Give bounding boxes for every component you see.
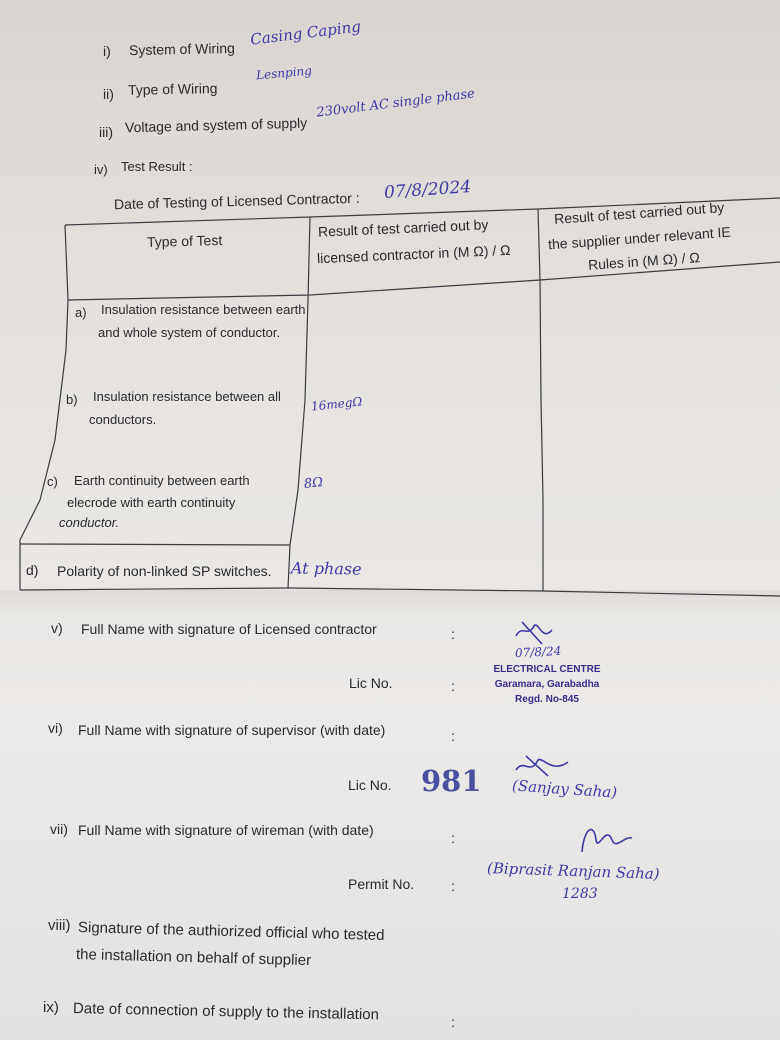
- item-ix-number: ix): [43, 999, 59, 1016]
- supervisor-lic-number: 981: [421, 764, 482, 798]
- test-date-label: Date of Testing of Licensed Contractor :: [113, 189, 360, 213]
- row-d-letter: d): [26, 562, 39, 578]
- wiring-type-value: Lesnping: [255, 63, 313, 83]
- row-a-line2: and whole system of conductor.: [98, 325, 281, 340]
- contractor-stamp: [486, 662, 608, 707]
- table-header-contractor-line2: licensed contractor in (M Ω) / Ω: [316, 241, 511, 267]
- item-v-colon: :: [451, 626, 455, 642]
- item-ii-number: ii): [103, 86, 114, 102]
- row-c-letter: c): [47, 474, 58, 489]
- licensed-contractor-signature-label: Full Name with signature of Licensed contractor: [81, 621, 377, 637]
- stamp-line-3: Regd. No-845: [515, 694, 579, 705]
- row-c-line3: conductor.: [59, 515, 120, 530]
- permit-no-colon: :: [451, 878, 455, 894]
- test-result-heading: Test Result :: [121, 159, 193, 174]
- row-c-line2: elecrode with earth continuity: [67, 495, 236, 510]
- row-d-label: Polarity of non-linked SP switches.: [57, 563, 272, 579]
- supervisor-signature-label: Full Name with signature of supervisor (with date): [78, 722, 386, 738]
- table-header-supplier-line1: Result of test carried out by: [553, 199, 725, 227]
- lic-no-label-1: Lic No.: [349, 675, 393, 691]
- stamp-line-2: Garamara, Garabadha: [494, 679, 600, 690]
- supervisor-signature-mark: [512, 752, 572, 780]
- item-vii-colon: :: [451, 830, 455, 846]
- official-signature-line1: Signature of the authiorized official who tested: [77, 919, 385, 945]
- row-d-contractor-value: At phase: [290, 558, 362, 579]
- row-c-line1: Earth continuity between earth: [74, 473, 250, 488]
- item-i-number: i): [103, 43, 111, 59]
- table-header-supplier-line2: the supplier under relevant IE: [547, 223, 732, 253]
- table-header-supplier-line3: Rules in (M Ω) / Ω: [587, 249, 701, 273]
- row-b-line2: conductors.: [89, 412, 157, 427]
- row-a-letter: a): [75, 305, 87, 320]
- supply-connection-date-label: Date of connection of supply to the installation: [72, 1000, 380, 1024]
- wireman-signature-mark: [576, 818, 636, 862]
- contractor-signature-mark: [512, 616, 556, 646]
- item-i-label: System of Wiring: [128, 39, 235, 59]
- item-ix-colon: :: [451, 1014, 455, 1030]
- contractor-signature-date: 07/8/24: [514, 643, 562, 661]
- row-c-contractor-value: 8Ω: [303, 475, 324, 492]
- item-viii-number: viii): [48, 917, 71, 934]
- lic-no-colon-1: :: [451, 678, 455, 694]
- item-vi-colon: :: [451, 728, 455, 744]
- row-b-letter: b): [66, 392, 78, 407]
- item-ii-label: Type of Wiring: [127, 80, 218, 98]
- supply-voltage-value: 230volt AC single phase: [315, 86, 476, 121]
- lic-no-label-2: Lic No.: [348, 777, 392, 793]
- table-header-type-of-test: Type of Test: [146, 232, 223, 250]
- wireman-name: (Biprasit Ranjan Saha): [486, 858, 660, 884]
- item-vi-number: vi): [48, 720, 63, 736]
- row-b-line1: Insulation resistance between all: [93, 389, 281, 404]
- wireman-permit-number: 1283: [562, 886, 598, 902]
- row-a-line1: Insulation resistance between earth: [101, 302, 306, 317]
- item-iii-number: iii): [99, 124, 113, 140]
- test-date-value: 07/8/2024: [383, 176, 472, 204]
- item-v-number: v): [51, 620, 63, 636]
- official-signature-line2: the installation on behalf of supplier: [75, 946, 312, 970]
- row-b-contractor-value: 16megΩ: [310, 394, 363, 414]
- permit-no-label: Permit No.: [348, 876, 415, 892]
- item-vii-number: vii): [50, 821, 68, 837]
- stamp-line-1: ELECTRICAL CENTRE: [493, 664, 601, 675]
- supervisor-name: (Sanjay Saha): [511, 776, 618, 802]
- item-iii-label: Voltage and system of supply: [124, 114, 308, 136]
- wiring-system-value: Casing Caping: [249, 17, 362, 49]
- item-iv-number: iv): [94, 162, 108, 177]
- table-header-contractor-line1: Result of test carried out by: [317, 216, 489, 240]
- wireman-signature-label: Full Name with signature of wireman (with date): [78, 822, 374, 838]
